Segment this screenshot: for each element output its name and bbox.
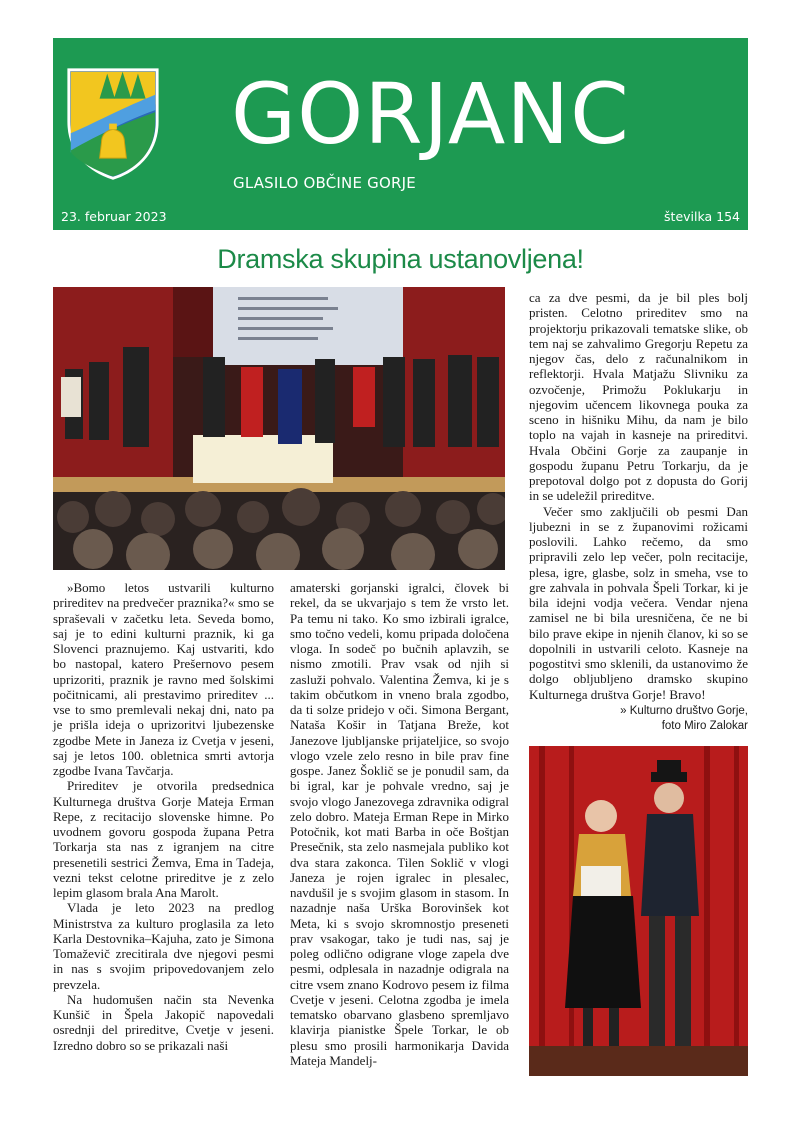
newspaper-subtitle: GLASILO OBČINE GORJE xyxy=(233,174,416,192)
newspaper-title: GORJANC xyxy=(231,65,630,163)
article-credit xyxy=(529,704,748,734)
article-paragraph: Vlada je leto 2023 na predlog Ministrstva za kulturo proglasila za leto Karla Destovnika–Kajuha, zato je Simona Tomaževič zrecitirala dve njegovi pesmi in nas s svojim pripovedovanjem zelo prevzela. xyxy=(53,900,274,992)
article-column-1 xyxy=(53,580,274,1053)
stage-group-photo xyxy=(53,287,505,570)
article-paragraph: Na hudomušen način sta Nevenka Kunšič in Špela Jakopič napovedali osrednji del prireditve, Cvetje v jeseni. Izredno dobro so se prikazali naši xyxy=(53,991,274,1053)
dancing-couple-photo xyxy=(529,746,748,1076)
issue-number: številka 154 xyxy=(664,209,740,224)
municipality-crest-icon xyxy=(65,66,161,182)
article-paragraph: ca za dve pesmi, da je bil ples bolj pristen. Celotno prireditev smo na projektorju prikazovali tematske slike, ob tem naj se zahvalimo Gregorju Repetu za njegov čas, delo z računalnikom in reflektorji. Hvala Matjažu Slivniku za ozvočenje, Primožu Poklukarju in njegovim učencem likovnega pouka za sceno in hišniku Mihu, da nam je bilo toplo na vajah in kasneje na prireditvi. Hvala Občini Gorje za zaupanje in gospodu županu Petru Torkarju, da je prepotoval dolgo pot z dopusta do Gorij in se udeležil prireditve. xyxy=(529,290,748,504)
masthead xyxy=(53,38,748,230)
issue-date: 23. februar 2023 xyxy=(61,209,167,224)
article-paragraph: Prireditev je otvorila predsednica Kulturnega društva Gorje Mateja Erman Repe, z recitacijo slovenske himne. Po uvodnem govoru gospoda župana Petra Torkarja sta nas z igranjem na citre presenetili sestrici Žemva, Ema in Tadeja, vezni tekst celotne prireditve je z zelo lepim glasom brala Ana Marolt. xyxy=(53,778,274,900)
article-column-2 xyxy=(290,580,509,1068)
article-paragraph: Večer smo zaključili ob pesmi Dan ljubezni in se z županovimi rožicami poslovili. Lahko rečemo, da smo pripravili zelo lep večer, poln recitacije, plesa, igre, glasbe, solz in smeha, vse to gre zahvala in pohvala Špeli Torkar, ki je bila idejni vodja večera. Vendar njena zamisel ne bi bila uresničena, če ne bi bilo prave ekipe in njenih članov, ki so se dopolnili in ustvarili celoto. Kasneje na pogostitvi smo sklenili, da ustanovimo že dolgo obljubljeno dramsko skupino Kulturnega društva Gorje! Bravo! xyxy=(529,503,748,702)
article-column-3 xyxy=(529,290,748,734)
credit-author: » Kulturno društvo Gorje, xyxy=(620,704,748,717)
article-paragraph: amaterski gorjanski igralci, človek bi rekel, da se ukvarjajo s tem že vrsto let. Pa temu ni tako. Ko smo izbirali igralce, smo točno vedeli, komu pripada določena vloga. In sodeč po bučnih aplavzih, se nismo zmotili. Prav vsak od njih si zasluži pohvalo. Valentina Žemva, ki je s takim občutkom in vneno brala zgodbo, da ti solze pridejo v oči. Simona Bergant, Nataša Košir in Tatjana Breže, kot Janezove ljubljanske prijateljice, so svojo vlogo vzele zelo resno in bile prav fine gospe. Janez Šoklič se je ponudil sam, da bi igral, kar je pohvale vredno, saj je svojo vlogo Janezovega zdravnika odigral zelo dobro. Mateja Erman Repe in Mirko Potočnik, kot mati Barba in oče Boštjan Presečnik, sta zelo nasmejala publiko kot dva stara zakonca. Tilen Soklič v vlogi Janeza je rojen igralec in plesalec, navdušil je s svojim glasom in stasom. In nazadnje naša Urška Borovinšek kot Meta, ki s svojo skromnostjo preseneti prav vsakogar, tako je tudi nas, saj je poleg odlično odigrane vloge zapela dve pesmi, odplesala in nazadnje odigrala na citre vsem znano Kodrovo pesem iz filma Cvetje v jeseni. Celotna zgodba je imela tematsko obarvano glasbeno spremljavo klavirja pianistke Špele Torkar, le ob plesu smo prosili harmonikarja Davida Mateja Mandelj- xyxy=(290,580,509,1068)
credit-photo: foto Miro Zalokar xyxy=(661,719,748,732)
article-paragraph: »Bomo letos ustvarili kulturno prireditev na predvečer praznika?« smo se spraševali v začetku leta. Seveda bomo, saj je to edini kulturni praznik, ki ga Slovenci praznujemo. Kaj ustvariti, kdo bo nastopal, katero Prešernovo pesem uprizoriti, praznik je ravno med šolskimi počitnicami, ali prestavimo prireditev ... vse to smo premlevali nekaj dni, nato pa je prišla ideja o uprizoritvi ljubezenske zgodbe Mete in Janeza iz Cvetja v jeseni, saj je letos 100. obletnica smrti avtorja zgodbe Ivana Tavčarja. xyxy=(53,580,274,778)
article-headline: Dramska skupina ustanovljena! xyxy=(217,244,584,274)
